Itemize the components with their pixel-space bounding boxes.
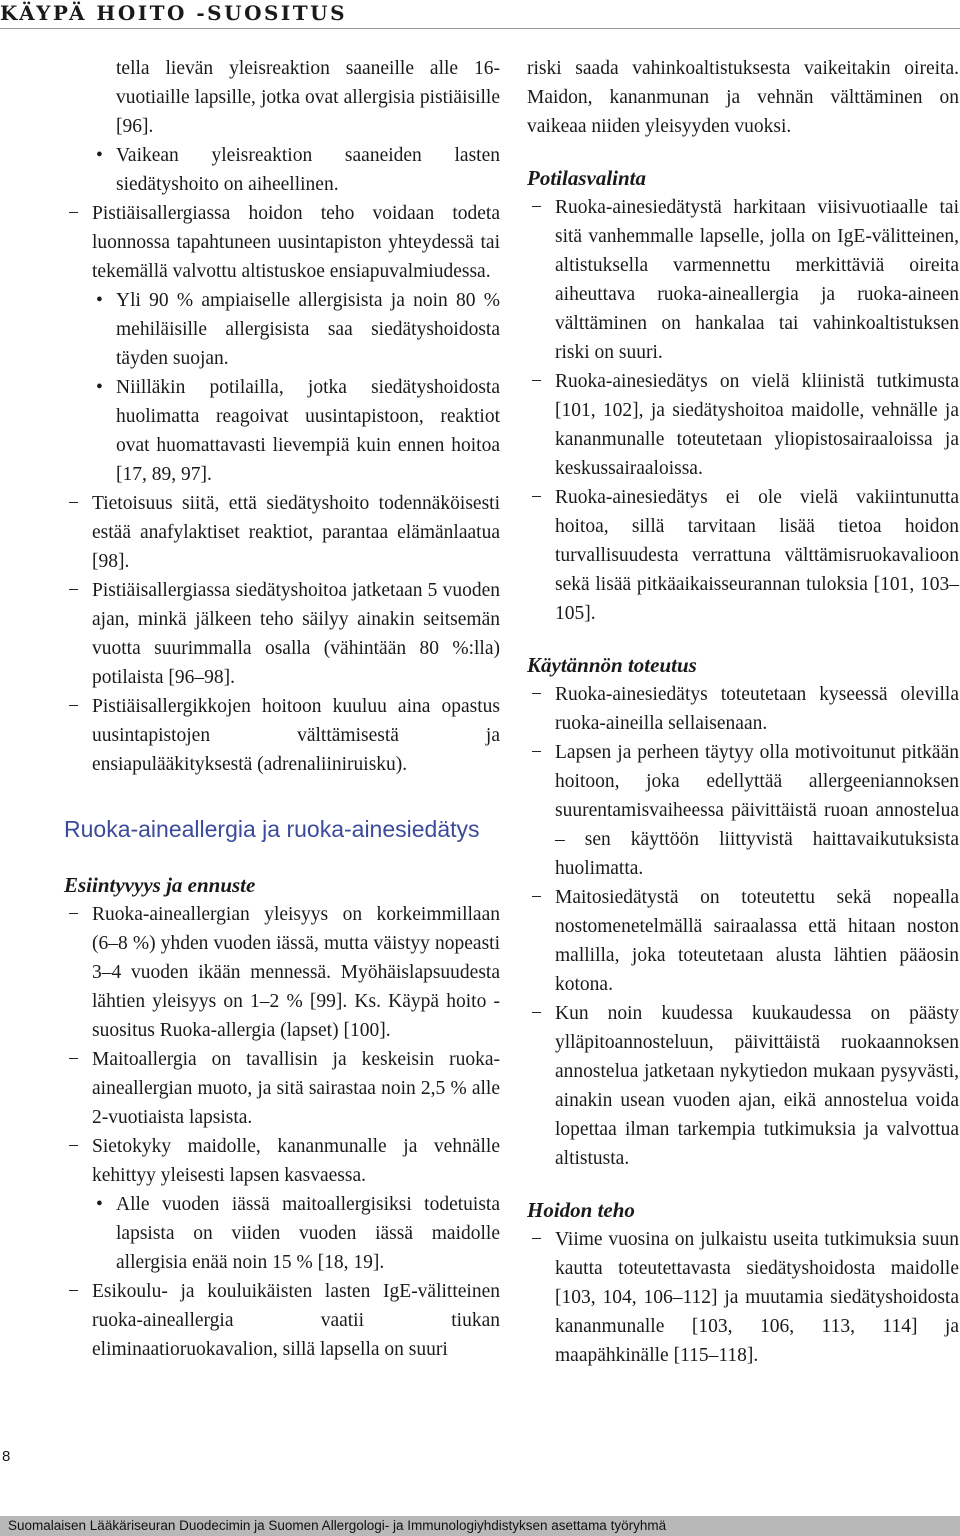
dash-marker: − xyxy=(531,684,542,705)
subheading: Hoidon teho xyxy=(527,1198,635,1222)
dash-marker: − xyxy=(68,580,79,601)
dash-item xyxy=(527,1225,959,1370)
dash-marker: − xyxy=(531,197,542,218)
dash-text: Maitoallergia on tavallisin ja keskeisin ruoka-aineallergian muoto, ja sitä sairastaa noin 2,5 % alle 2-vuotiaista lapsista. xyxy=(92,1049,500,1128)
dash-text: Tietoisuus siitä, että siedätyshoito todennäköisesti estää anafylaktiset reaktiot, parantaa elämänlaatua [98]. xyxy=(92,493,500,572)
dash-item xyxy=(527,883,959,999)
dash-text: Ruoka-ainesiedätystä harkitaan viisivuotiaalle tai sitä vanhemmalle lapselle, jolla on IgE-välitteinen, altistuksella varmennettu merkittäviä oireita aiheuttava ruoka-aineallergia ja ruoka-aineen välttäminen on hankalaa tai vahinkoaltistuksen riski on suuri. xyxy=(555,197,959,363)
dash-text: Pistiäisallergiassa siedätyshoitoa jatketaan 5 vuoden ajan, minkä jälkeen teho säilyy ainakin seitsemän vuotta suurimmalla osalla (vähintään 80 %:lla) potilaista [96–98]. xyxy=(92,580,500,688)
dash-item xyxy=(64,1132,500,1190)
dash-marker: − xyxy=(531,371,542,392)
page-number: 8 xyxy=(2,1448,11,1465)
dash-marker: − xyxy=(531,887,542,908)
dash-text: Lapsen ja perheen täytyy olla motivoitunut pitkään hoitoon, joka edellyttää allergeeniannoksen suurentamisvaiheessa päivittäistä ruoan annostelua – sen käyttöön liittyvistä haittavaikutuksista huolimatta. xyxy=(555,742,959,879)
subheading: Käytännön toteutus xyxy=(527,653,697,677)
dash-text: Pistiäisallergiassa hoidon teho voidaan todeta luonnossa tapahtuneen uusintapiston yhteydessä tai tekemällä valvottu altistuskoe ensiapuvalmiudessa. xyxy=(92,203,500,282)
dash-text: Ruoka-aineallergian yleisyys on korkeimmillaan (6–8 %) yhden vuoden iässä, mutta väistyy nopeasti 3–4 vuoden ikään mennessä. Myöhäislapsuudesta lähtien yleisyys on 1–2 % [99]. Ks. Käypä hoito -suositus Ruoka-allergia (lapset) [100]. xyxy=(92,904,500,1041)
left-column xyxy=(64,54,500,1364)
subheading: Esiintyvyys ja ennuste xyxy=(64,873,256,897)
dash-item xyxy=(527,193,959,367)
section-title: Ruoka-aineallergia ja ruoka-ainesiedätys xyxy=(64,816,480,842)
bullet-marker: • xyxy=(96,377,103,398)
dash-marker: − xyxy=(68,1281,79,1302)
bullet-item xyxy=(64,1190,500,1277)
dash-text: Ruoka-ainesiedätys toteutetaan kyseessä olevilla ruoka-aineilla sellaisenaan. xyxy=(555,684,959,734)
bullet-text: Niilläkin potilailla, jotka siedätyshoidosta huolimatta reagoivat uusintapistoon, reaktiot ovat huomattavasti lievempiä kuin ennen hoitoa [17, 89, 97]. xyxy=(116,377,500,485)
dash-item xyxy=(64,900,500,1045)
subheading: Potilasvalinta xyxy=(527,166,647,190)
page-footer: Suomalaisen Lääkäriseuran Duodecimin ja Suomen Allergologi- ja Immunologiyhdistyksen asettama työryhmä xyxy=(0,1516,960,1536)
bullet-text: Alle vuoden iässä maitoallergisiksi todetuista lapsista on viiden vuoden iässä maidolle allergisia enää noin 15 % [18, 19]. xyxy=(116,1194,500,1273)
dash-text: Maitosiedätystä on toteutettu sekä nopealla nostomenetelmällä sairaalassa että hitaan noston mallilla, joka toteutetaan alusta lähtien pääosin kotona. xyxy=(555,887,959,995)
bullet-marker: • xyxy=(96,290,103,311)
dash-marker: − xyxy=(531,487,542,508)
dash-text: Sietokyky maidolle, kananmunalle ja vehnälle kehittyy yleisesti lapsen kasvaessa. xyxy=(92,1136,500,1186)
dash-item xyxy=(527,483,959,628)
bullet-item xyxy=(64,141,500,199)
dash-item xyxy=(64,1045,500,1132)
dash-item xyxy=(64,1277,500,1364)
dash-marker: − xyxy=(68,1136,79,1157)
dash-item xyxy=(527,738,959,883)
dash-marker: − xyxy=(68,696,79,717)
bullet-text: Yli 90 % ampiaiselle allergisista ja noin 80 % mehiläisille allergisista saa siedätyshoidosta täyden suojan. xyxy=(116,290,500,369)
dash-item xyxy=(64,199,500,286)
page-header xyxy=(0,0,960,29)
dash-item xyxy=(64,576,500,692)
bullet-text: Vaikean yleisreaktion saaneiden lasten siedätyshoito on aiheellinen. xyxy=(116,145,500,195)
dash-marker: − xyxy=(68,203,79,224)
bullet-marker: • xyxy=(96,145,103,166)
right-column xyxy=(527,54,959,1370)
dash-marker: − xyxy=(68,904,79,925)
dash-marker: − xyxy=(68,1049,79,1070)
dash-text: Esikoulu- ja kouluikäisten lasten IgE-välitteinen ruoka-aineallergia vaatii tiukan eliminaatioruokavalion, sillä lapsella on suuri xyxy=(92,1281,500,1360)
dash-marker: − xyxy=(531,1003,542,1024)
dash-text: Viime vuosina on julkaistu useita tutkimuksia suun kautta toteutettavasta siedätyshoidosta maidolle [103, 104, 106–112] ja muutamia siedätyshoidosta kananmunalle [103, 106, 113, 114] ja maapähkinälle [115–118]. xyxy=(555,1229,959,1366)
dash-item xyxy=(64,489,500,576)
dash-text: Kun noin kuudessa kuukaudessa on päästy ylläpitoannosteluun, päivittäistä ruokaannoksen annostelua jatketaan nykytiedon mukaan pysyvästi, ainakin usean vuoden ajan, eikä annostelua voida lopettaa ilman tarkempia tutkimuksia ja valvottua altistusta. xyxy=(555,1003,959,1169)
dash-marker: − xyxy=(68,493,79,514)
bullet-item xyxy=(64,286,500,373)
dash-text: Ruoka-ainesiedätys on vielä kliinistä tutkimusta [101, 102], ja siedätyshoitoa maidolle, vehnälle ja kananmunalle toteutetaan yliopistosairaaloissa ja keskussairaaloissa. xyxy=(555,371,959,479)
paragraph: riski saada vahinkoaltistuksesta vaikeitakin oireita. Maidon, kananmunan ja vehnän välttäminen on vaikeaa niiden yleisyyden vuoksi. xyxy=(527,58,959,137)
dash-marker: − xyxy=(531,1229,542,1250)
header-title: KÄYPÄ HOITO -SUOSITUS xyxy=(0,1,348,25)
bullet-item xyxy=(64,373,500,489)
dash-text: Pistiäisallergikkojen hoitoon kuuluu aina opastus uusintapistojen välttämisestä ja ensiapulääkityksestä (adrenaliiniruisku). xyxy=(92,696,500,775)
paragraph: tella lievän yleisreaktion saaneille alle 16-vuotiaille lapsille, jotka ovat allergisia pistiäisille [96]. xyxy=(116,58,500,137)
dash-item xyxy=(527,367,959,483)
dash-item xyxy=(64,692,500,779)
dash-marker: − xyxy=(531,742,542,763)
dash-item xyxy=(527,999,959,1173)
bullet-marker: • xyxy=(96,1194,103,1215)
dash-item xyxy=(527,680,959,738)
dash-text: Ruoka-ainesiedätys ei ole vielä vakiintunutta hoitoa, sillä tarvitaan lisää tietoa hoidon turvallisuudesta verrattuna välttämisruokavalioon sekä lisää pitkäaikaisseurannan tuloksia [101, 103–105]. xyxy=(555,487,959,624)
